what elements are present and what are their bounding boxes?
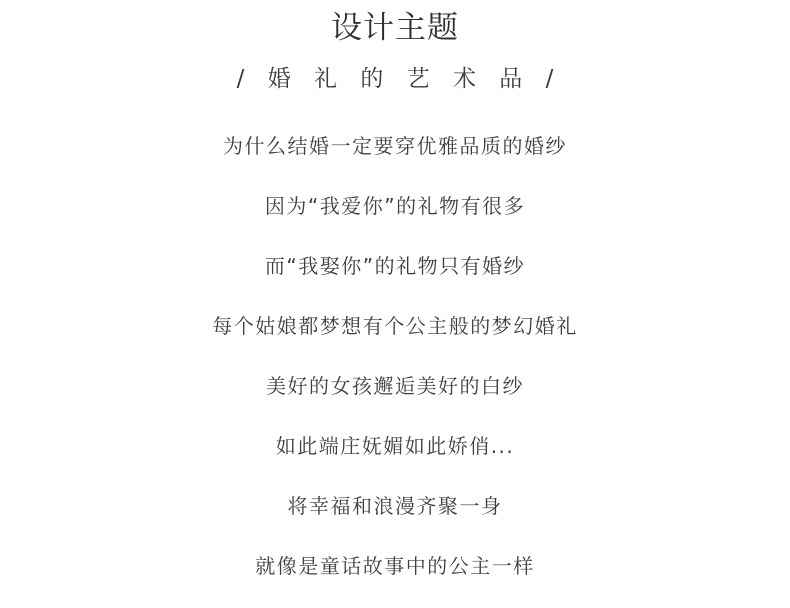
page-title: 设计主题 <box>331 10 459 46</box>
poem-lines <box>0 128 790 608</box>
poem-line: 为什么结婚一定要穿优雅品质的婚纱 <box>223 134 567 158</box>
page-subtitle: / 婚 礼 的 艺 术 品 / <box>236 66 562 92</box>
poem-line: 将幸福和浪漫齐聚一身 <box>287 494 503 518</box>
poem-line: 因为“我爱你”的礼物有很多 <box>264 194 526 218</box>
poem-line: 美好的女孩邂逅美好的白纱 <box>266 374 524 398</box>
poem-line: 如此端庄妩媚如此娇俏... <box>275 434 515 458</box>
poem-line: 就像是童话故事中的公主一样 <box>255 554 535 578</box>
poem-line: 而“我娶你”的礼物只有婚纱 <box>264 254 526 278</box>
poem-line: 每个姑娘都梦想有个公主般的梦幻婚礼 <box>212 314 578 338</box>
